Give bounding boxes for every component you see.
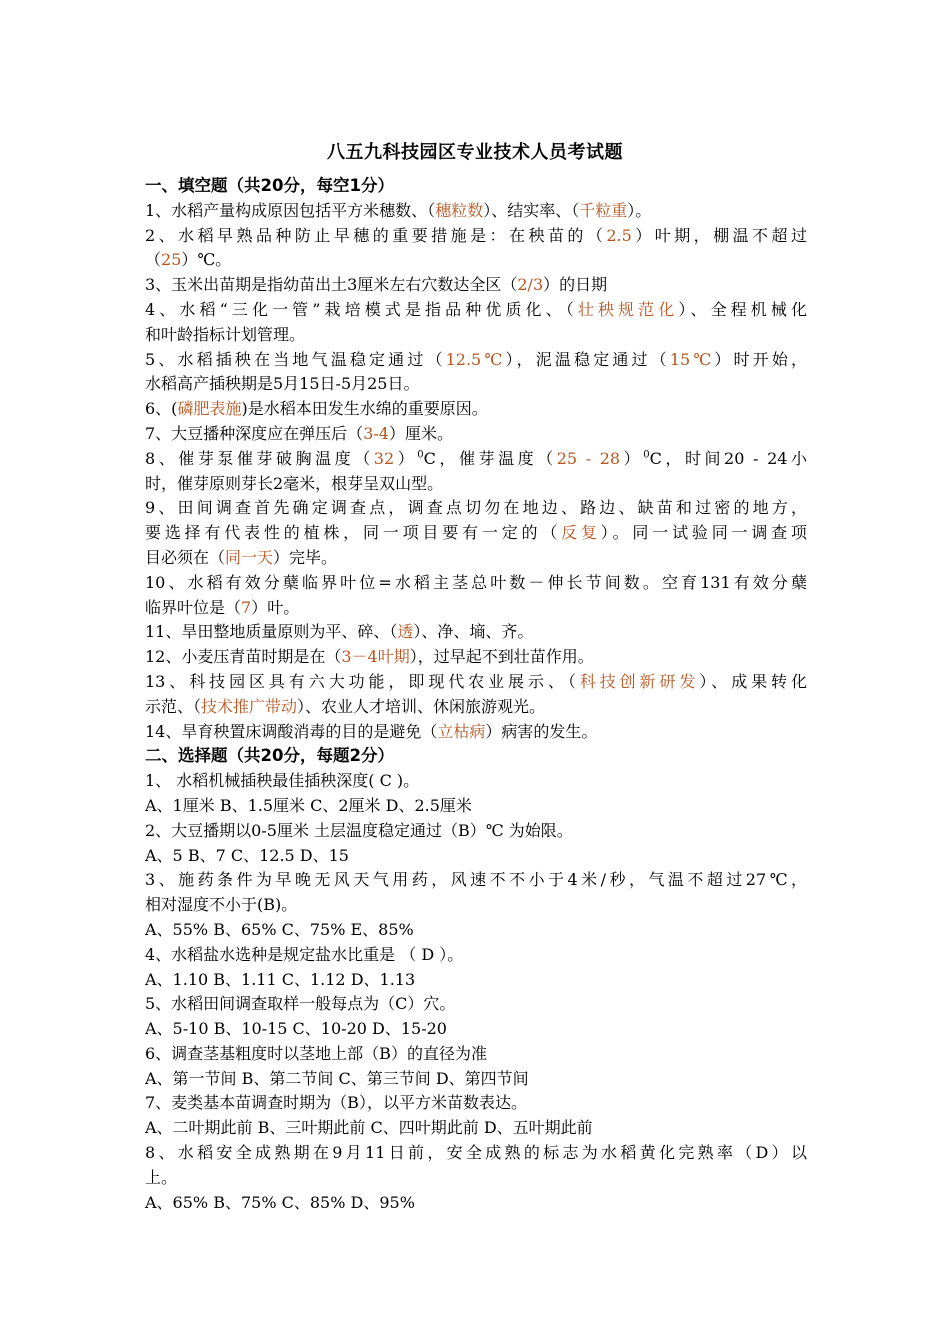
choice-q2-options: A、5 B、7 C、12.5 D、15 <box>145 845 349 865</box>
answer: 2/3 <box>517 275 544 295</box>
degree-superscript: 0 <box>643 449 650 461</box>
fill-q5-line2: 水稻高产插秧期是5月15日-5月25日。 <box>145 374 420 394</box>
fill-q2-line2: （25）℃。 <box>145 250 232 270</box>
choice-q6-options: A、第一节间 B、第二节间 C、第三节间 D、第四节间 <box>145 1068 529 1088</box>
answer: 同一天 <box>225 547 274 567</box>
fill-q9-line3: 目必须在（同一天）完毕。 <box>145 547 338 567</box>
answer: 2.5 <box>606 225 632 245</box>
fill-q4-line2: 和叶龄指标计划管理。 <box>145 324 306 344</box>
choice-q7-options: A、二叶期此前 B、三叶期此前 C、四叶期此前 D、五叶期此前 <box>145 1118 593 1138</box>
fill-q10-line2: 临界叶位是（7）叶。 <box>145 597 300 617</box>
answer: 12.5℃ <box>445 349 506 369</box>
choice-q8-line2: 上。 <box>145 1167 178 1187</box>
choice-q8-line1: 8、水稻安全成熟期在9月11日前，安全成熟的标志为水稻黄化完熟率（D）以 <box>145 1143 807 1163</box>
answer: 立枯病 <box>437 721 486 741</box>
fill-q11: 11、旱田整地质量原则为平、碎、（透）、净、墒、齐。 <box>145 622 534 642</box>
choice-q3-line2: 相对湿度不小于(B)。 <box>145 895 298 915</box>
choice-q2: 2、大豆播期以0-5厘米 土层温度稳定通过（B）℃ 为始限。 <box>145 820 573 840</box>
answer: 32 <box>373 448 395 468</box>
answer: 3－4叶期 <box>341 647 410 667</box>
fill-q13-line1: 13、科技园区具有六大功能，即现代农业展示、（科技创新研发）、成果转化 <box>145 671 807 691</box>
answer: 壮秧规范化 <box>577 299 679 319</box>
fill-q4-line1: 4、水稻“三化一管”栽培模式是指品种优质化、（壮秧规范化）、全程机械化 <box>145 299 807 319</box>
fill-q3: 3、玉米出苗期是指幼苗出土3厘米左右穴数达全区（2/3）的日期 <box>145 275 608 295</box>
answer: 7 <box>241 597 252 617</box>
section-choice-heading: 二、选择题（共20分，每题2分） <box>145 746 394 766</box>
fill-q12: 12、小麦压青苗时期是在（3－4叶期），过早起不到壮苗作用。 <box>145 647 594 667</box>
choice-q4-options: A、1.10 B、1.11 C、1.12 D、1.13 <box>145 969 416 989</box>
choice-q5: 5、水稻田间调查取样一般每点为（C）穴。 <box>145 994 456 1014</box>
fill-q9-line1: 9、田间调查首先确定调查点，调查点切勿在地边、路边、缺苗和过密的地方， <box>145 498 807 518</box>
answer: 透 <box>397 622 414 642</box>
answer: 反复 <box>561 523 601 543</box>
fill-q10-line1: 10、水稻有效分蘖临界叶位=水稻主茎总叶数－伸长节间数。空育131有效分蘖 <box>145 572 807 592</box>
answer: 25 <box>161 250 182 270</box>
answer: 千粒重 <box>579 200 628 220</box>
fill-q13-line2: 示范、（技术推广带动）、农业人才培训、休闲旅游观光。 <box>145 696 546 716</box>
fill-q14: 14、旱育秧置床调酸消毒的目的是避免（立枯病）病害的发生。 <box>145 721 598 741</box>
choice-q7: 7、麦类基本苗调查时期为（B），以平方米苗数表达。 <box>145 1093 527 1113</box>
choice-q5-options: A、5-10 B、10-15 C、10-20 D、15-20 <box>145 1019 447 1039</box>
fill-q1: 1、水稻产量构成原因包括平方米穗数、（穗粒数）、结实率、（千粒重）。 <box>145 200 652 220</box>
answer: 技术推广带动 <box>201 696 298 716</box>
choice-q4: 4、水稻盐水选种是规定盐水比重是 （ D ）。 <box>145 944 464 964</box>
fill-q6: 6、(磷肥表施)是水稻本田发生水绵的重要原因。 <box>145 399 488 419</box>
answer: 25 - 28 <box>556 448 621 468</box>
fill-q8-line2: 时，催芽原则芽长2毫米，根芽呈双山型。 <box>145 473 444 493</box>
fill-q2-line1: 2、水稻早熟品种防止早穗的重要措施是：在秧苗的（2.5）叶期，棚温不超过 <box>145 225 807 245</box>
degree-superscript: 0 <box>417 449 424 461</box>
choice-q3-line1: 3、施药条件为早晚无风天气用药，风速不不小于4米/秒，气温不超过27℃， <box>145 870 807 890</box>
choice-q1: 1、 水稻机械插秧最佳插秧深度( C )。 <box>145 771 420 791</box>
choice-q8-options: A、65% B、75% C、85% D、95% <box>145 1192 415 1212</box>
page-title: 八五九科技园区专业技术人员考试题 <box>327 142 623 163</box>
choice-q1-options: A、1厘米 B、1.5厘米 C、2厘米 D、2.5厘米 <box>145 795 472 815</box>
answer: 3-4 <box>363 423 389 443</box>
section-fill-heading: 一、填空题（共20分，每空1分） <box>145 176 394 195</box>
answer: 科技创新研发 <box>579 671 700 691</box>
answer: 15℃ <box>669 349 715 369</box>
fill-q8-line1: 8、催芽泵催芽破胸温度$(32)^0C$，催芽温度（25 - 28）$^0$C，时间20 - 24小 <box>145 448 807 468</box>
choice-q6: 6、调查茎基粗度时以茎地上部（B）的直径为准 <box>145 1043 487 1063</box>
exam-content <box>145 174 807 1215</box>
fill-q9-line2: 要选择有代表性的植株，同一项目要有一定的（反复）。同一试验同一调查项 <box>145 523 807 543</box>
answer: 磷肥表施 <box>177 399 242 419</box>
fill-q5-line1: 5、水稻插秧在当地气温稳定通过（12.5℃），泥温稳定通过（15℃）时开始， <box>145 349 807 369</box>
choice-q3-options: A、55% B、65% C、75% E、85% <box>145 919 414 939</box>
fill-q7: 7、大豆播种深度应在弹压后（3-4）厘米。 <box>145 423 453 443</box>
answer: 穗粒数 <box>435 200 484 220</box>
